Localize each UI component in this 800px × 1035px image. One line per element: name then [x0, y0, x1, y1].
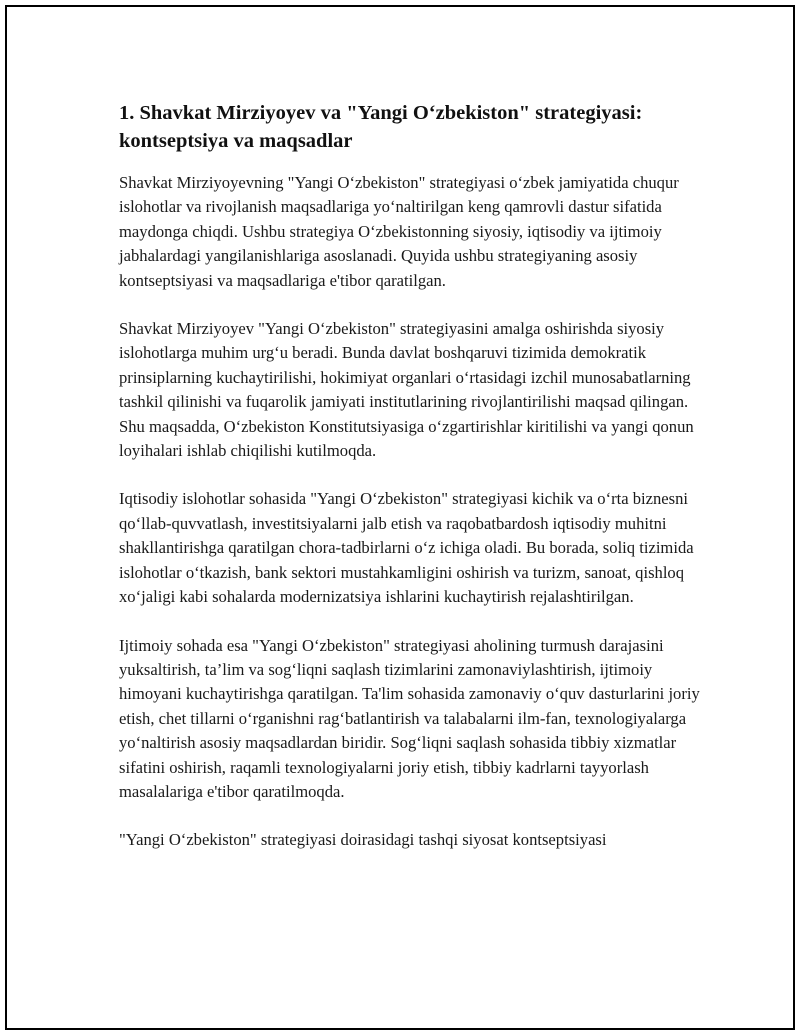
paragraph-intro: Shavkat Mirziyoyevning "Yangi O‘zbekiston" strategiyasi o‘zbek jamiyatida chuqur islohotlar va rivojlanish maqsadlariga yo‘naltirilgan keng qamrovli dastur sifatida maydonga chiqdi. Ushbu strategiya O‘zbekistonning siyosiy, iqtisodiy va ijtimoiy jabhalardagi yangilanishlariga asoslanadi. Quyida ushbu strategiyaning asosiy kontseptsiyasi va maqsadlariga e'tibor qaratilgan. — [119, 173, 679, 290]
page-frame — [5, 5, 795, 1030]
paragraph-foreign-policy: "Yangi O‘zbekiston" strategiyasi doirasidagi tashqi siyosat kontseptsiyasi — [119, 830, 607, 850]
document-body — [119, 99, 709, 877]
paragraph-economic-reforms: Iqtisodiy islohotlar sohasida "Yangi O‘zbekiston" strategiyasi kichik va o‘rta biznesni qo‘llab-quvvatlash, investitsiyalarni jalb etish va raqobatbardosh iqtisodiy muhitni shakllantirishga qaratilgan chora-tadbirlarni o‘z ichiga oladi. Bu borada, soliq tizimida islohotlar o‘tkazish, bank sektori mustahkamligini oshirish va turizm, sanoat, qishloq xo‘jaligi kabi sohalarda modernizatsiya ishlarini kuchaytirish rejalashtirilgan. — [119, 489, 694, 607]
paragraph-social-sphere: Ijtimoiy sohada esa "Yangi O‘zbekiston" strategiyasi aholining turmush darajasini yuksaltirish, ta’lim va sog‘liqni saqlash tizimlarini zamonaviylashtirish, ijtimoiy himoyani kuchaytirishga qaratilgan. Ta'lim sohasida zamonaviy o‘quv dasturlarini joriy etish, chet tillarni o‘rganishni rag‘batlantirish va talabalarni ilm-fan, texnologiyalarga yo‘naltirish asosiy maqsadlardan biridir. Sog‘liqni saqlash sohasida tibbiy xizmatlar sifatini oshirish, raqamli texnologiyalarni joriy etish, tibbiy kadrlarni tayyorlash masalalariga e'tibor qaratilmoqda. — [119, 635, 700, 801]
paragraph-political-reforms: Shavkat Mirziyoyev "Yangi O‘zbekiston" strategiyasini amalga oshirishda siyosiy islohotlarga muhim urg‘u beradi. Bunda davlat boshqaruvi tizimida demokratik prinsiplarning kuchaytirilishi, hokimiyat organlari o‘rtasidagi izchil munosabatlarning tashkil qilinishi va fuqarolik jamiyati institutlarining rivojlantirilishi maqsad qilingan. Shu maqsadda, O‘zbekiston Konstitutsiyasiga o‘zgartirishlar kiritilishi va yangi qonun loyihalari ishlab chiqilishi kutilmoqda. — [119, 319, 694, 461]
section-heading: 1. Shavkat Mirziyoyev va "Yangi O‘zbekiston" strategiyasi: kontseptsiya va maqsadlar — [119, 102, 643, 152]
